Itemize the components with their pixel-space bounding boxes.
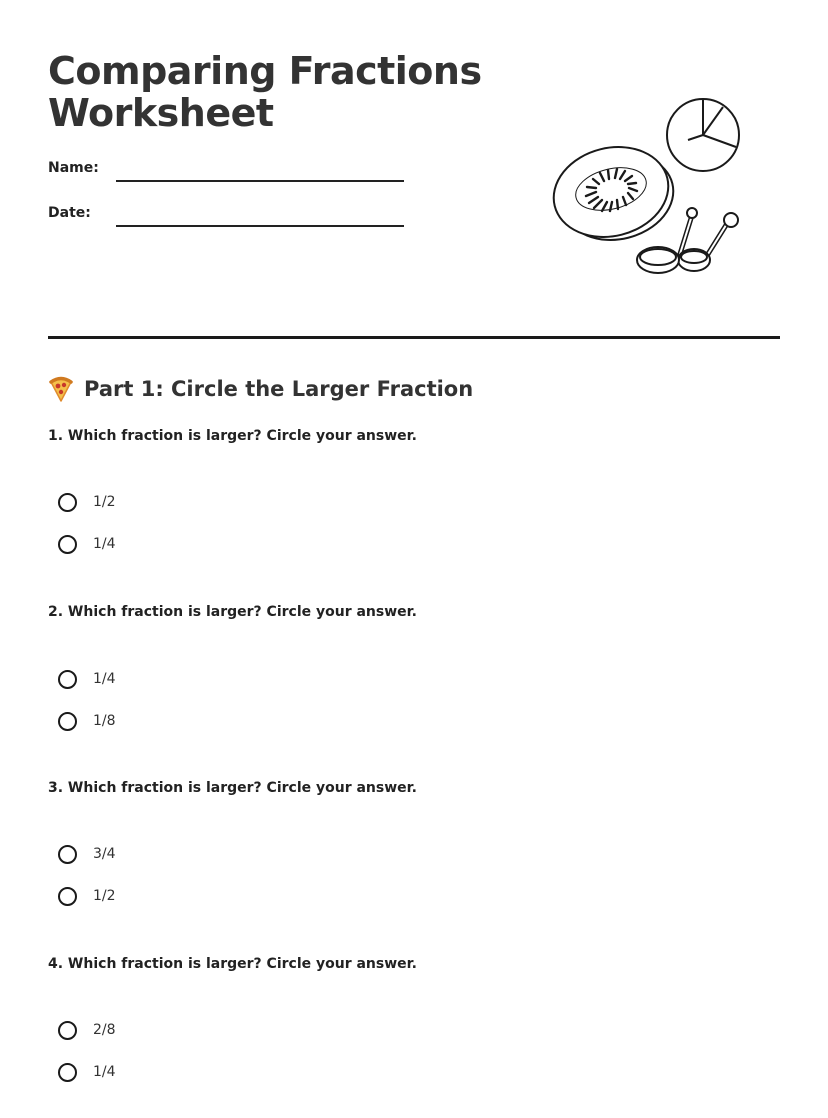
answer-option[interactable] — [58, 666, 116, 692]
fraction-label: 1/4 — [93, 1064, 116, 1080]
radio-circle[interactable] — [58, 1021, 77, 1040]
answer-option[interactable] — [58, 531, 116, 557]
question-text: 4. Which fraction is larger? Circle your answer. — [48, 956, 417, 972]
answer-option[interactable] — [58, 708, 116, 734]
fraction-label: 2/8 — [93, 1022, 116, 1038]
fraction-food-illustration — [548, 92, 748, 282]
radio-circle[interactable] — [58, 887, 77, 906]
part1-title: Part 1: Circle the Larger Fraction — [84, 377, 474, 401]
name-field — [48, 160, 408, 190]
answer-option[interactable] — [58, 1059, 116, 1085]
answer-option[interactable] — [58, 883, 116, 909]
radio-circle[interactable] — [58, 712, 77, 731]
pie-chart-icon — [667, 99, 739, 171]
question-text: 2. Which fraction is larger? Circle your answer. — [48, 604, 417, 620]
question-text: 1. Which fraction is larger? Circle your answer. — [48, 428, 417, 444]
radio-circle[interactable] — [58, 493, 77, 512]
answer-option[interactable] — [58, 489, 116, 515]
fraction-label: 1/4 — [93, 536, 116, 552]
fraction-label: 1/2 — [93, 888, 116, 904]
name-label: Name: — [48, 160, 99, 176]
question-text: 3. Which fraction is larger? Circle your answer. — [48, 780, 417, 796]
name-input-line[interactable] — [116, 180, 404, 182]
date-input-line[interactable] — [116, 225, 404, 227]
date-field — [48, 205, 408, 235]
pizza-icon — [48, 376, 74, 402]
section-divider — [48, 336, 780, 339]
answer-option[interactable] — [58, 841, 116, 867]
radio-circle[interactable] — [58, 535, 77, 554]
part1-heading — [48, 374, 473, 404]
fraction-label: 1/2 — [93, 494, 116, 510]
fraction-label: 1/4 — [93, 671, 116, 687]
answer-option[interactable] — [58, 1017, 116, 1043]
fraction-label: 1/8 — [93, 713, 116, 729]
radio-circle[interactable] — [58, 670, 77, 689]
fraction-label: 3/4 — [93, 846, 116, 862]
kiwi-slice-icon — [548, 135, 682, 251]
radio-circle[interactable] — [58, 1063, 77, 1082]
date-label: Date: — [48, 205, 91, 221]
radio-circle[interactable] — [58, 845, 77, 864]
page-title: Comparing Fractions Worksheet — [48, 49, 482, 135]
